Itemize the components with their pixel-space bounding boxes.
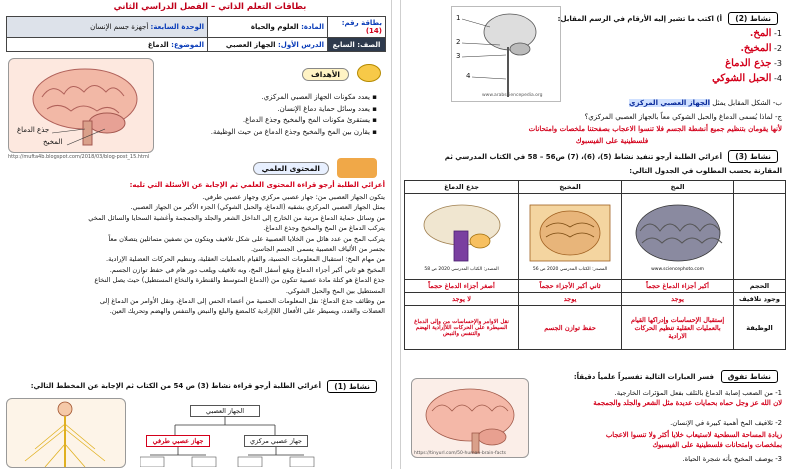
diagram-num-2: 2 <box>456 38 461 46</box>
content-line: يتركب المخ من عدد هائل من الخلايا العصبية على شكل تلافيف ويتكون من نصفين متماثلين يتصلان معاً <box>108 234 385 243</box>
content-line: العضلات والغدد، ويسيطر على الأفعال اللاإرادية كالمضغ والبلع والنبض والتنفس والهضم وتحريك العين. <box>109 307 385 316</box>
nervous-system-figure <box>6 398 126 468</box>
question-c-answer: لأنها يقومان بتنظيم جميع أنشطة الجسم فلا تنسوا الاعجاب بصفحتنا ملخصات وامتحانات <box>528 124 782 133</box>
topic-cell: الموضوع: الدماغ <box>7 38 208 52</box>
activity3-badge: نشاط (3) <box>728 150 778 163</box>
q4-2: 2- تلافيف المخ أهمية كبيرة في الإنسان. <box>670 419 782 427</box>
col-header: جذع الدماغ <box>405 181 519 194</box>
q4-1: 1- من الصعب إصابة الدماغ بالتلف بفعل المؤثرات الخارجية. <box>614 389 782 397</box>
content-line: يمثل الجهاز العصبي المركزي بشقيه (الدماغ، والحبل الشوكي) الجزء الأكبر من الجهاز العصبي. <box>130 203 385 212</box>
nervous-system-illustration <box>6 399 125 468</box>
content-line: يتكون الجهاز العصبي من: جهاز عصبي مركزي وجهاز عصبي طرفي. <box>202 193 385 201</box>
activity2-badge: نشاط (2) <box>728 12 778 25</box>
activity4-question: فسر العبارات التالية تفسيراً علمياً دقيقاً: <box>573 373 714 381</box>
answer-line: 4- الحبل الشوكي <box>712 73 782 84</box>
objective-item: ▪ يعدد وسائل حماية دماغ الإنسان. <box>157 104 377 116</box>
objective-item: ▪ يقارن بين المخ والمخيخ وجذع الدماغ من حيث الوظيفة. <box>157 127 377 139</box>
unit-cell: الوحدة السابعة: أجهزة جسم الإنسان <box>7 17 208 38</box>
content-instruction: أعزائي الطلبة أرجو قراءة المحتوى العلمي ثم الإجابة عن الأسئلة التي تليه: <box>129 181 385 189</box>
flow-connector <box>150 417 300 437</box>
image-cell-cerebrum <box>622 194 734 280</box>
image-caption: www.sciencephoto.com <box>651 267 705 272</box>
brainstem-image <box>414 201 510 265</box>
row-label: الوظيفة <box>734 306 786 350</box>
grade-cell: الصف: السابع <box>328 38 386 52</box>
content-line: المخيخ هو ثاني أكبر أجزاء الدماغ ويقع أسفل المخ، وبه تلافيف ويلعب دور هام في حفظ توازن الجسم. <box>109 265 385 274</box>
activity2-question: أ) اكتب ما تشير إليه الأرقام في الرسم المقابل: <box>557 15 722 23</box>
content-line: جذع الدماغ هو كتلة مادة عصبية تتكون من (الدماغ المتوسط والقنطرة والنخاع المستطيل) حيث يصل النخاع <box>94 276 385 285</box>
diagram-num-4: 4 <box>466 72 471 80</box>
cerebrum-image <box>630 201 726 265</box>
brain-illustration <box>8 59 153 153</box>
content-line: من وسائل حماية الدماغ مرتبة من الخارج إلى الداخل الشعر والجلد والجمجمة وأغشية السحايا والسائل المخي <box>88 213 385 222</box>
question-c: ج- لماذا يُسمى الدماغ والحبل الشوكي معاً بالجهاز العصبي المركزي؟ <box>584 113 782 121</box>
answer-line: 1- المخ. <box>749 28 782 39</box>
figure-source-url: http://mufta4b.blogspot.com/2018/03/blog-post_15.html <box>8 154 150 160</box>
comparison-table <box>404 180 786 350</box>
answer-line: 3- جذع الدماغ <box>725 58 782 69</box>
figure-label-cerebellum: المخيخ <box>43 138 63 146</box>
content-paragraphs <box>1 192 385 317</box>
corner-cell <box>734 181 786 194</box>
cerebellum-image <box>522 201 618 265</box>
answer-line: 2- المخيخ. <box>740 43 782 54</box>
activity1-instruction: أعزائي الطلبة أرجو قراءة نشاط (3) ص 54 من الكتاب ثم الإجابة عن المخطط التالي: <box>30 382 321 390</box>
image-cell-brainstem <box>405 194 519 280</box>
activity1-badge: نشاط (1) <box>327 380 377 393</box>
content-line: بجسر من الألياف العصبية يسمى الجسم الجاسئ. <box>250 245 385 254</box>
flow-root-box: الجهاز العصبي <box>190 405 260 417</box>
image-caption: المصدر: الكتاب المدرسي 2020 ص 56 <box>532 267 608 272</box>
flow-branches <box>140 447 320 467</box>
answer-cell: ثاني أكبر الأجزاء حجماً <box>519 280 622 293</box>
diagram-num-3: 3 <box>456 52 461 60</box>
brain-figure-url: https://tinyurl.com/50-human-brain-facts <box>414 451 506 456</box>
right-page <box>400 0 792 469</box>
row-label: وجود تلافيف <box>734 293 786 306</box>
question-b: ب- الشكل المقابل يمثل الجهاز العصبي المركزي <box>629 99 782 107</box>
labels-answers <box>602 28 782 88</box>
cns-diagram <box>451 6 561 102</box>
content-line: المستطيل بين المخ والحبل الشوكي. <box>285 286 385 295</box>
card-number-cell: بطاقة رقم: (14) <box>328 17 386 38</box>
answer-cell: يوجد <box>519 293 622 306</box>
answer-cell: نقل الاوامر والإحساسات من وإلى الدماغ السيطرة على الحركات اللاإرادية الهضم والتنفس والنبض <box>405 306 519 350</box>
flow-central-box: جهاز عصبي مركزي <box>244 435 308 447</box>
question-c-answer-2: فلسطينية على الفيسبوك <box>575 136 649 145</box>
content-line: من وظائف جذع الدماغ: نقل المعلومات الحسية من أعضاء الحس إلى الدماغ، ونقل الأوامر من الدماغ إلى <box>99 297 385 306</box>
image-cell-cerebellum <box>519 194 622 280</box>
q4-3: 3- يوصف المخيخ بأنه شجرة الحياة. <box>682 455 782 463</box>
objectives-list <box>157 92 377 138</box>
col-header: المخ <box>622 181 734 194</box>
row-label: الحجم <box>734 280 786 293</box>
q4-2-answer-2: بملخصات وامتحانات فلسطينية على الفيسبوك <box>652 441 782 449</box>
col-header: المخيخ <box>519 181 622 194</box>
answer-cell: لا يوجد <box>405 293 519 306</box>
target-icon <box>357 64 381 82</box>
activity3-instruction-2: المقارنة بحسب المطلوب في الجدول التالي: <box>629 167 782 175</box>
q4-2-answer: زيادة المساحة السطحية لاستيعاب خلايا أكثر ولا تنسوا الاعجاب <box>605 431 782 439</box>
objective-item: ▪ يستقرئ مكونات المخ والمخيخ وجذع الدماغ. <box>157 115 377 127</box>
subject-cell: المادة: العلوم والحياة <box>208 17 328 38</box>
brain-side-figure <box>411 378 529 458</box>
diagram-num-1: 1 <box>456 14 461 22</box>
content-line: من مهام المخ: استقبال المعلومات الحسية، والقيام بالعمليات العقلية، وتنظيم الحركات العضلية الإرادية. <box>106 255 385 264</box>
brain-side-illustration <box>411 379 528 458</box>
diagram-source-url: www.arabsciencepedia.org <box>482 93 543 98</box>
image-caption: المصدر: الكتاب المدرسي 2020 ص 58 <box>424 267 499 272</box>
answer-cell: يوجد <box>622 293 734 306</box>
books-icon <box>337 158 377 178</box>
answer-cell: حفظ توازن الجسم <box>519 306 622 350</box>
answer-cell: إستقبال الإحساسات وإدراكها القيام بالعمليات العقلية تنظيم الحركات الارادية <box>622 306 734 350</box>
q4-1-answer: لان الله عز وجل حماه بحمايات عديدة مثل الشعر والجلد والجمجمة <box>593 399 782 407</box>
activity4-badge: نشاط تفوق <box>721 370 778 383</box>
objective-item: ▪ يعدد مكونات الجهاز العصبي المركزي. <box>157 92 377 104</box>
content-line: يتركب الدماغ من المخ والمخيخ وجذع الدماغ. <box>263 224 385 233</box>
brain-figure <box>8 58 154 153</box>
lesson-info-table <box>6 16 386 52</box>
activity3-instruction: أعزائي الطلبة أرجو تنفيذ نشاط (5)، (6)، (7) ص56 – 58 في الكتاب المدرسي ثم <box>444 153 722 161</box>
page-header-title: بطاقات التعلم الذاتي – الفصل الدراسي الثاني <box>113 2 307 12</box>
empty-cell <box>734 194 786 280</box>
content-badge: المحتوى العلمي <box>253 162 329 175</box>
left-page <box>0 0 392 469</box>
flow-peripheral-box: جهاز عصبي طرفي <box>146 435 210 447</box>
objectives-badge: الأهداف <box>302 68 349 81</box>
answer-cell: أكبر أجزاء الدماغ حجماً <box>622 280 734 293</box>
answer-cell: أصغر أجزاء الدماغ حجماً <box>405 280 519 293</box>
figure-label-stem: جذع الدماغ <box>17 126 50 134</box>
cns-illustration <box>450 7 560 103</box>
lesson-cell: الدرس الأول: الجهاز العصبي <box>208 38 328 52</box>
